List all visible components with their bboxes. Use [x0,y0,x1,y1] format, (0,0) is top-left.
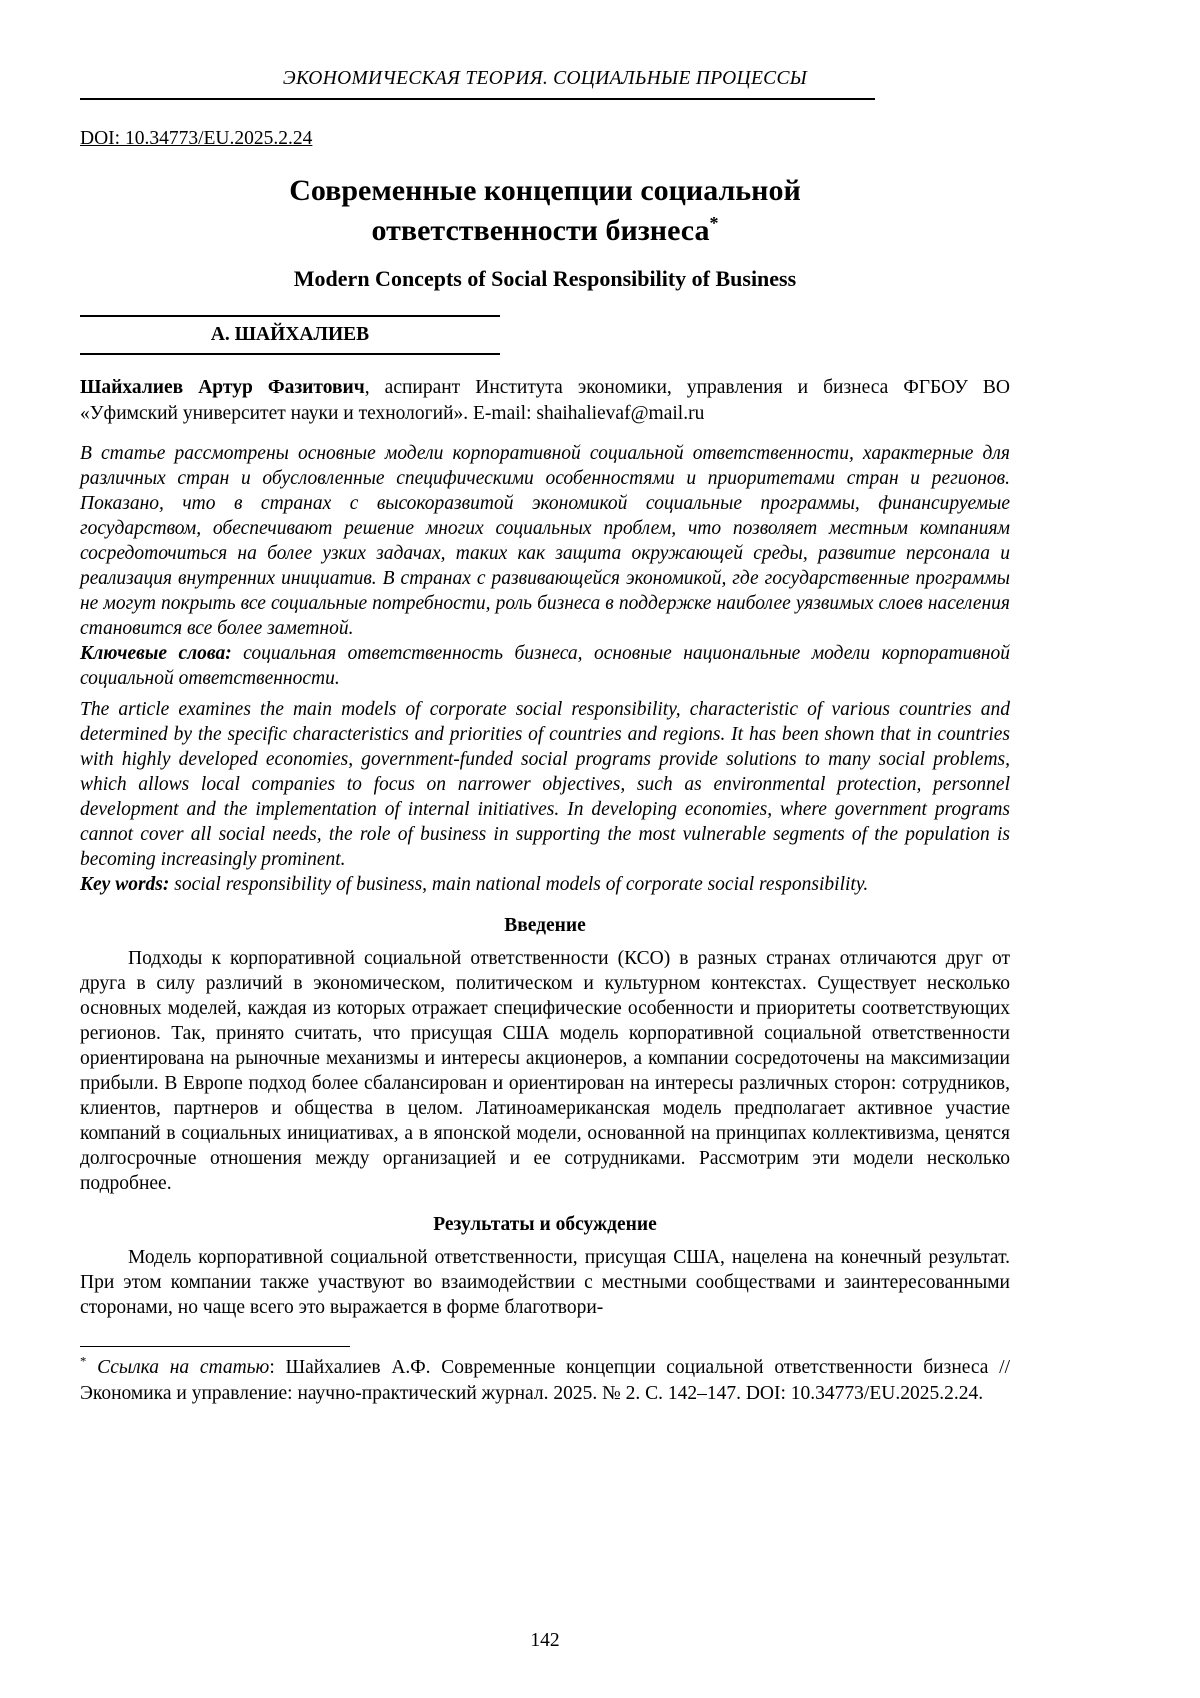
author-heading: А. ШАЙХАЛИЕВ [210,324,370,345]
abstract-ru: В статье рассмотрены основные модели корпоративной социальной ответственности, характерные для различных стран и обусловленные специфическими особенностями и приоритетами стран и регионов. Показано, что в странах с высокоразвитой экономикой социальные программы, финансируемые государством, обеспечивают решение многих социальных проблем, что позволяет местным компаниям сосредоточиться на более узких задачах, таких как защита окружающей среды, развитие персонала и реализация внутренних инициатив. В странах с развивающейся экономикой, где государственные программы не могут покрыть все социальные потребности, роль бизнеса в поддержке наиболее уязвимых слоев населения становится все более заметной. [80,443,1010,639]
footnote-text: : Шайхалиев А.Ф. Современные концепции социальной ответственности бизнеса // Экономика и управление: научно-практический журнал. 2025. № 2. С. 142–147. DOI: 10.34773/EU.2025.2.24. [80,1357,1011,1404]
footnote [80,1355,1010,1407]
article-title-ru [80,171,1010,251]
introduction-paragraph: Подходы к корпоративной социальной ответственности (КСО) в разных странах отличаются друг от друга в силу различий в экономическом, политическом и культурном контекстах. Существует несколько основных моделей, каждая из которых отражает специфические особенности и приоритеты соответствующих регионов. Так, принято считать, что присущая США модель корпоративной социальной ответственности ориентирована на рыночные механизмы и интересы акционеров, а компании сосредоточены на максимизации прибыли. В Европе подход более сбалансирован и ориентирован на интересы различных сторон: сотрудников, клиентов, партнеров и общества в целом. Латиноамериканская модель предполагает активное участие компаний в социальных инициативах, а в японской модели, основанной на принципах коллективизма, ценятся долгосрочные отношения между организацией и ее сотрудниками. Рассмотрим эти модели несколько подробнее. [80,948,1010,1194]
section-heading-introduction: Введение [504,915,586,936]
title-footnote-marker: * [709,213,719,233]
section-heading-results: Результаты и обсуждение [433,1214,657,1235]
footnote-divider [80,1346,350,1347]
author-name: Шайхалиев Артур Фазитович [80,377,365,398]
author-heading-block [80,315,500,355]
doi: DOI: 10.34773/EU.2025.2.24 [80,128,313,149]
results-paragraph: Модель корпоративной социальной ответственности, присущая США, нацелена на конечный результат. При этом компании также участвуют во взаимодействии с местными сообществами и заинтересованными сторонами, но чаще всего это выражается в форме благотвори- [80,1247,1010,1318]
article-title-en: Modern Concepts of Social Responsibility of Business [293,266,797,291]
keywords-en [80,872,1010,897]
abstract-en: The article examines the main models of corporate social responsibility, characteristic of various countries and determined by the specific characteristics and priorities of countries and regions. It has been shown that in countries with highly developed economies, government-funded social programs provide solutions to many social problems, which allows local companies to focus on narrower objectives, such as environmental protection, personnel development and the implementation of internal initiatives. In developing economies, where government programs cannot cover all social needs, the role of business in supporting the most vulnerable segments of the population is becoming increasingly prominent. [80,699,1010,870]
keywords-ru-label: Ключевые слова: [80,643,232,664]
keywords-ru-text: социальная ответственность бизнеса, основные национальные модели корпоративной социальной ответственности. [80,643,1010,689]
author-affiliation: , аспирант Института экономики, управления и бизнеса ФГБОУ ВО «Уфимский университет науки и технологий». E-mail: shaihalievaf@mail.ru [80,377,1010,424]
footnote-marker: * [80,1354,87,1369]
title-line-2-text: ответственности бизнеса [371,214,710,247]
page-number: 142 [530,1630,560,1651]
header-divider [80,98,875,100]
keywords-ru [80,641,1010,691]
keywords-en-text: social responsibility of business, main national models of corporate social responsibility. [169,874,869,895]
title-line-2 [80,211,1010,251]
running-head: ЭКОНОМИЧЕСКАЯ ТЕОРИЯ. СОЦИАЛЬНЫЕ ПРОЦЕССЫ [282,68,808,89]
author-info [80,375,1010,427]
keywords-en-label: Key words: [80,874,170,895]
title-line-1: Современные концепции социальной [289,174,801,207]
footnote-lead: Ссылка на статью [97,1357,270,1378]
